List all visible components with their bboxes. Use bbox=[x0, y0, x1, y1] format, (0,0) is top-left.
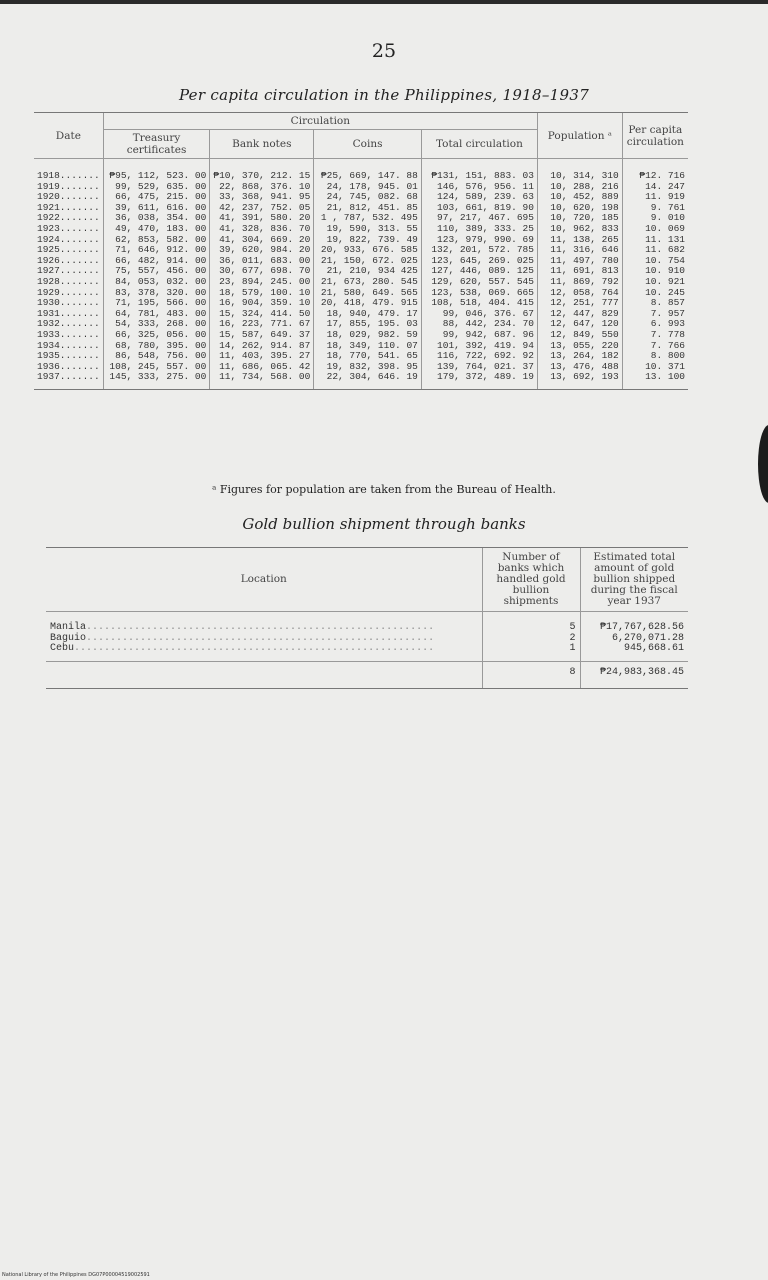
cell-population: 11, 691, 813 bbox=[537, 266, 622, 277]
header-banks: Number of banks which handled gold bullion shipments bbox=[482, 548, 580, 612]
cell-total: 132, 201, 572. 785 bbox=[421, 245, 537, 256]
leader-dots: .......................................................... bbox=[86, 632, 435, 644]
cell-total: 97, 217, 467. 695 bbox=[421, 213, 537, 224]
cell-banknotes: 11, 734, 568. 00 bbox=[210, 372, 314, 389]
header-population: Population ᵃ bbox=[537, 113, 622, 159]
header-coins: Coins bbox=[314, 130, 422, 159]
cell-total: 108, 518, 404. 415 bbox=[421, 298, 537, 309]
cell-treasury: 36, 038, 354. 00 bbox=[103, 213, 210, 224]
cell-coins: 21, 150, 672. 025 bbox=[314, 256, 422, 267]
cell-percapita: 10. 754 bbox=[622, 256, 688, 267]
circulation-table bbox=[34, 112, 688, 390]
cell-treasury: 71, 195, 566. 00 bbox=[103, 298, 210, 309]
cell-banknotes: 15, 324, 414. 50 bbox=[210, 309, 314, 320]
cell-date: 1927....... bbox=[37, 265, 100, 277]
location-name: Cebu bbox=[50, 643, 75, 655]
cell-treasury: 84, 053, 032. 00 bbox=[103, 277, 210, 288]
cell-total: 123, 645, 269. 025 bbox=[421, 256, 537, 267]
cell-date: 1923....... bbox=[37, 222, 100, 234]
cell-population: 10, 620, 198 bbox=[537, 203, 622, 214]
cell-population: 13, 055, 220 bbox=[537, 341, 622, 352]
cell-date: 1922....... bbox=[37, 212, 100, 224]
table-row bbox=[34, 277, 688, 288]
cell-banknotes: 36, 011, 683. 00 bbox=[210, 256, 314, 267]
cell-date: 1919....... bbox=[37, 180, 100, 192]
cell-banknotes: 22, 868, 376. 10 bbox=[210, 182, 314, 193]
table-row bbox=[34, 330, 688, 341]
cell-percapita: 8. 800 bbox=[622, 351, 688, 362]
cell-coins: 19, 822, 739. 49 bbox=[314, 235, 422, 246]
cell-date: 1934....... bbox=[37, 339, 100, 351]
cell-population: 12, 849, 550 bbox=[537, 330, 622, 341]
cell-total: 101, 392, 419. 94 bbox=[421, 341, 537, 352]
cell-percapita: 14. 247 bbox=[622, 182, 688, 193]
header-circulation: Circulation bbox=[103, 113, 537, 130]
cell-coins: 20, 418, 479. 915 bbox=[314, 298, 422, 309]
cell-coins: 20, 933, 676. 585 bbox=[314, 245, 422, 256]
cell-coins: 24, 745, 082. 68 bbox=[314, 192, 422, 203]
cell-coins: 21, 580, 649. 565 bbox=[314, 288, 422, 299]
cell-treasury: 108, 245, 557. 00 bbox=[103, 362, 210, 373]
cell-banknotes: 41, 391, 580. 20 bbox=[210, 213, 314, 224]
cell-banknotes: 30, 677, 698. 70 bbox=[210, 266, 314, 277]
cell-total: 129, 620, 557. 545 bbox=[421, 277, 537, 288]
page-number: 25 bbox=[371, 40, 397, 62]
cell-total: 99, 046, 376. 67 bbox=[421, 309, 537, 320]
table-row bbox=[34, 224, 688, 235]
cell-date: 1918....... bbox=[37, 170, 100, 181]
cell-banknotes: 41, 304, 669. 20 bbox=[210, 235, 314, 246]
cell-coins: 18, 940, 479. 17 bbox=[314, 309, 422, 320]
cell-treasury: 83, 378, 320. 00 bbox=[103, 288, 210, 299]
cell-coins: 19, 590, 313. 55 bbox=[314, 224, 422, 235]
location-name: Manila bbox=[50, 622, 87, 633]
gold-shipment-table bbox=[46, 547, 688, 689]
cell-treasury: 145, 333, 275. 00 bbox=[103, 372, 210, 389]
header-treasury: Treasury certificates bbox=[103, 130, 210, 159]
cell-banknotes: 33, 368, 941. 95 bbox=[210, 192, 314, 203]
cell-population: 10, 452, 889 bbox=[537, 192, 622, 203]
total-label-cell bbox=[46, 661, 482, 689]
leader-dots: ............................................................ bbox=[74, 643, 435, 655]
cell-population: 11, 316, 646 bbox=[537, 245, 622, 256]
cell-banknotes: ₱10, 370, 212. 15 bbox=[210, 159, 314, 182]
cell-treasury: 54, 333, 268. 00 bbox=[103, 319, 210, 330]
cell-date: 1933....... bbox=[37, 328, 100, 340]
cell-date: 1925....... bbox=[37, 244, 100, 256]
cell-banknotes: 11, 403, 395. 27 bbox=[210, 351, 314, 362]
cell-coins: 19, 832, 398. 95 bbox=[314, 362, 422, 373]
cell-treasury: 62, 853, 582. 00 bbox=[103, 235, 210, 246]
cell-treasury: 68, 780, 395. 00 bbox=[103, 341, 210, 352]
cell-percapita: 7. 957 bbox=[622, 309, 688, 320]
cell-coins: 1 , 787, 532. 495 bbox=[314, 213, 422, 224]
cell-banknotes: 18, 579, 100. 10 bbox=[210, 288, 314, 299]
cell-population: 11, 869, 792 bbox=[537, 277, 622, 288]
cell-population: 12, 058, 764 bbox=[537, 288, 622, 299]
cell-date: 1929....... bbox=[37, 286, 100, 298]
cell-population: 12, 647, 120 bbox=[537, 319, 622, 330]
cell-percapita: 10. 069 bbox=[622, 224, 688, 235]
cell-percapita: 10. 921 bbox=[622, 277, 688, 288]
cell-treasury: 99, 529, 635. 00 bbox=[103, 182, 210, 193]
cell-total: 88, 442, 234. 70 bbox=[421, 319, 537, 330]
total-amount: ₱24,983,368.45 bbox=[580, 661, 688, 689]
header-location: Location bbox=[46, 548, 482, 612]
cell-percapita: 7. 778 bbox=[622, 330, 688, 341]
cell-coins: 21, 673, 280. 545 bbox=[314, 277, 422, 288]
header-date: Date bbox=[34, 113, 103, 159]
cell-treasury: 66, 482, 914. 00 bbox=[103, 256, 210, 267]
cell-treasury: 75, 557, 456. 00 bbox=[103, 266, 210, 277]
cell-percapita: 8. 857 bbox=[622, 298, 688, 309]
cell-percapita: 10. 910 bbox=[622, 266, 688, 277]
table-row bbox=[34, 159, 688, 182]
cell-total: 123, 979, 990. 69 bbox=[421, 235, 537, 246]
table-title-gold: Gold bullion shipment through banks bbox=[242, 515, 526, 533]
cell-amount: ₱17,767,628.56 bbox=[580, 612, 688, 634]
footer-stamp: National Library of the Philippines DG07P00004519002591 bbox=[2, 1272, 150, 1278]
cell-population: 11, 497, 780 bbox=[537, 256, 622, 267]
list-item bbox=[46, 612, 688, 634]
cell-percapita: 7. 766 bbox=[622, 341, 688, 352]
cell-total: 127, 446, 089. 125 bbox=[421, 266, 537, 277]
list-item bbox=[46, 644, 688, 661]
cell-date: 1932....... bbox=[37, 318, 100, 330]
cell-total: 103, 661, 819. 90 bbox=[421, 203, 537, 214]
cell-banks: 5 bbox=[482, 612, 580, 634]
cell-coins: 17, 855, 195. 03 bbox=[314, 319, 422, 330]
cell-percapita: 10. 371 bbox=[622, 362, 688, 373]
cell-treasury: 66, 325, 056. 00 bbox=[103, 330, 210, 341]
cell-coins: ₱25, 669, 147. 88 bbox=[314, 159, 422, 182]
cell-total: ₱131, 151, 883. 03 bbox=[421, 159, 537, 182]
cell-banks: 1 bbox=[482, 644, 580, 661]
cell-treasury: 86, 548, 756. 00 bbox=[103, 351, 210, 362]
cell-percapita: 10. 245 bbox=[622, 288, 688, 299]
cell-population: 11, 138, 265 bbox=[537, 235, 622, 246]
cell-percapita: 9. 761 bbox=[622, 203, 688, 214]
cell-date: 1928....... bbox=[37, 275, 100, 287]
table-row bbox=[34, 372, 688, 389]
page-top-edge bbox=[0, 0, 768, 4]
cell-total: 146, 576, 956. 11 bbox=[421, 182, 537, 193]
cell-amount: 945,668.61 bbox=[580, 644, 688, 661]
gold-table-body bbox=[46, 612, 688, 689]
cell-percapita: ₱12. 716 bbox=[622, 159, 688, 182]
cell-banknotes: 16, 904, 359. 10 bbox=[210, 298, 314, 309]
cell-amount: 6,270,071.28 bbox=[580, 634, 688, 645]
cell-total: 110, 389, 333. 25 bbox=[421, 224, 537, 235]
cell-banknotes: 23, 894, 245. 00 bbox=[210, 277, 314, 288]
cell-population: 13, 264, 182 bbox=[537, 351, 622, 362]
footnote: ᵃ Figures for population are taken from the Bureau of Health. bbox=[212, 483, 556, 496]
cell-percapita: 13. 100 bbox=[622, 372, 688, 389]
cell-treasury: 66, 475, 215. 00 bbox=[103, 192, 210, 203]
cell-date: 1924....... bbox=[37, 233, 100, 245]
cell-date: 1926....... bbox=[37, 254, 100, 266]
cell-date: 1936....... bbox=[37, 360, 100, 372]
cell-banknotes: 14, 262, 914. 87 bbox=[210, 341, 314, 352]
cell-population: 10, 314, 310 bbox=[537, 159, 622, 182]
cell-treasury: 39, 611, 616. 00 bbox=[103, 203, 210, 214]
cell-coins: 21, 812, 451. 85 bbox=[314, 203, 422, 214]
cell-total: 179, 372, 489. 19 bbox=[421, 372, 537, 389]
cell-percapita: 11. 682 bbox=[622, 245, 688, 256]
cell-population: 12, 251, 777 bbox=[537, 298, 622, 309]
circulation-table-body bbox=[34, 159, 688, 390]
total-banks: 8 bbox=[482, 661, 580, 689]
total-row bbox=[46, 661, 688, 689]
cell-banknotes: 16, 223, 771. 67 bbox=[210, 319, 314, 330]
cell-coins: 18, 029, 982. 59 bbox=[314, 330, 422, 341]
cell-coins: 24, 178, 945. 01 bbox=[314, 182, 422, 193]
cell-coins: 18, 770, 541. 65 bbox=[314, 351, 422, 362]
cell-population: 10, 962, 833 bbox=[537, 224, 622, 235]
cell-population: 10, 288, 216 bbox=[537, 182, 622, 193]
table-title: Per capita circulation in the Philippines, 1918–1937 bbox=[178, 86, 590, 104]
cell-percapita: 6. 993 bbox=[622, 319, 688, 330]
header-bank-notes: Bank notes bbox=[210, 130, 314, 159]
cell-banknotes: 39, 620, 984. 20 bbox=[210, 245, 314, 256]
cell-date: 1935....... bbox=[37, 350, 100, 362]
cell-banknotes: 41, 328, 836. 70 bbox=[210, 224, 314, 235]
cell-date: 1931....... bbox=[37, 307, 100, 319]
cell-percapita: 9. 010 bbox=[622, 213, 688, 224]
cell-date: 1937....... bbox=[34, 372, 103, 389]
cell-percapita: 11. 919 bbox=[622, 192, 688, 203]
cell-coins: 22, 304, 646. 19 bbox=[314, 372, 422, 389]
cell-banks: 2 bbox=[482, 634, 580, 645]
cell-population: 12, 447, 829 bbox=[537, 309, 622, 320]
cell-total: 116, 722, 692. 92 bbox=[421, 351, 537, 362]
header-amount: Estimated total amount of gold bullion shipped during the fiscal year 1937 bbox=[580, 548, 688, 612]
cell-banknotes: 11, 686, 065. 42 bbox=[210, 362, 314, 373]
cell-total: 99, 942, 687. 96 bbox=[421, 330, 537, 341]
cell-date: 1921....... bbox=[37, 201, 100, 213]
cell-total: 123, 538, 069. 665 bbox=[421, 288, 537, 299]
cell-treasury: ₱95, 112, 523. 00 bbox=[103, 159, 210, 182]
cell-percapita: 11. 131 bbox=[622, 235, 688, 246]
cell-total: 139, 764, 021. 37 bbox=[421, 362, 537, 373]
header-per-capita: Per capita circulation bbox=[622, 113, 688, 159]
cell-treasury: 71, 646, 912. 00 bbox=[103, 245, 210, 256]
cell-treasury: 64, 781, 483. 00 bbox=[103, 309, 210, 320]
cell-banknotes: 15, 587, 649. 37 bbox=[210, 330, 314, 341]
cell-total: 124, 589, 239. 63 bbox=[421, 192, 537, 203]
header-total: Total circulation bbox=[421, 130, 537, 159]
cell-coins: 18, 349, 110. 07 bbox=[314, 341, 422, 352]
cell-treasury: 49, 470, 183. 00 bbox=[103, 224, 210, 235]
leader-dots: .......................................................... bbox=[86, 622, 435, 633]
cell-population: 13, 692, 193 bbox=[537, 372, 622, 389]
cell-population: 13, 476, 488 bbox=[537, 362, 622, 373]
cell-date: 1930....... bbox=[37, 297, 100, 309]
cell-date: 1920....... bbox=[37, 191, 100, 203]
cell-banknotes: 42, 237, 752. 05 bbox=[210, 203, 314, 214]
cell-coins: 21, 210, 934 425 bbox=[314, 266, 422, 277]
location-name: Baguio bbox=[50, 632, 87, 644]
cell-population: 10, 720, 185 bbox=[537, 213, 622, 224]
